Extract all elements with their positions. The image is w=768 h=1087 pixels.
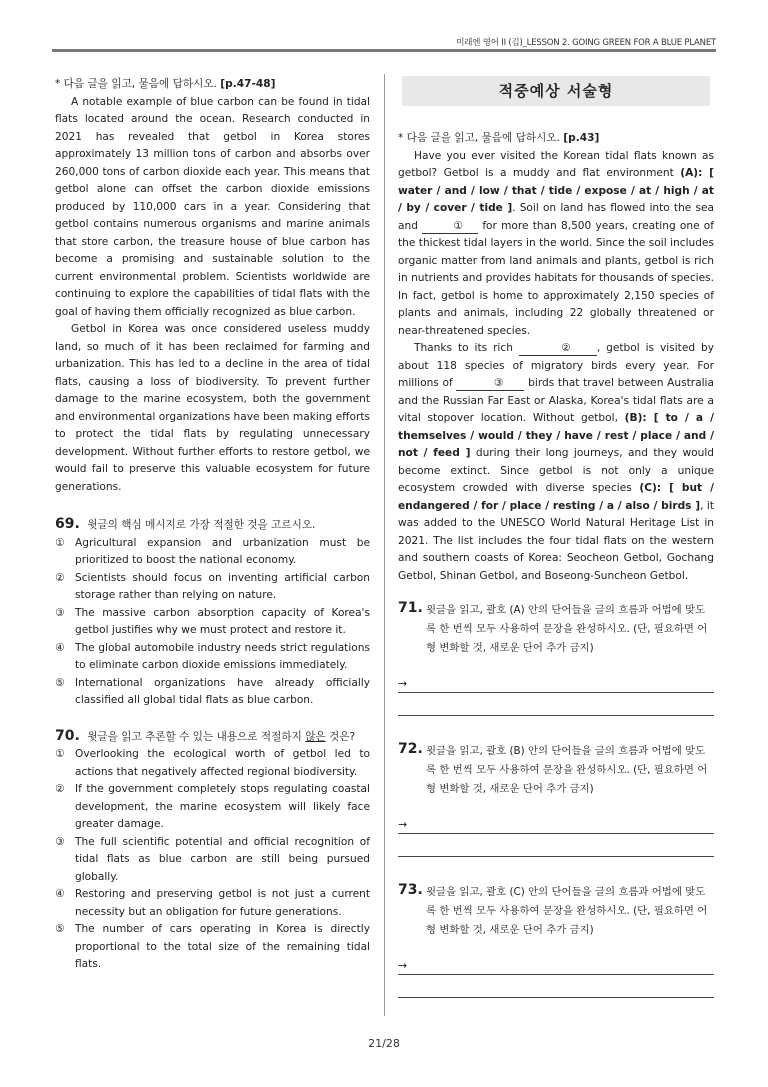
option-text: The massive carbon absorption capacity of Korea's getbol justifies why we must protect and restore it. [75,606,370,636]
option-4[interactable] [55,640,370,675]
left-instruction [55,76,370,94]
question-text-underlined: 않은 [305,730,326,743]
answer-line[interactable] [398,952,714,975]
instruction-text: * 다음 글을 읽고, 물음에 답하시오. [398,132,560,144]
instruction-text: * 다음 글을 읽고, 물음에 답하시오. [55,78,217,90]
option-5[interactable] [55,675,370,710]
bracket-B: (B): [ to / a / themselves / would / they / have / rest / place / and / not / feed ] [398,412,714,459]
question-72 [398,742,714,799]
option-4[interactable] [55,886,370,921]
option-text: The global automobile industry needs strict regulations to eliminate carbon dioxide emissions immediately. [75,641,370,671]
passage-paragraph-1: A notable example of blue carbon can be found in tidal flats located around the ocean. Research conducted in 2021 has revealed that getbol in Korea stores approximately 13 million tons of carbon and absorbs over 260,000 tons of carbon dioxide each year. This means that getbol alone can offset the carbon dioxide emissions produced by 110,000 cars in a year. Considering that getbol contains numerous organisms and marine animals that store carbon, the treasure house of blue carbon has become a promising and sustainable solution to the current environmental problem. Scientists worldwide are continuing to explore the capabilities of tidal flats with the goal of having them officially recognized as blue carbon. [55,95,370,318]
passage-text: , it was added to the UNESCO World Natural Heritage List in 2021. The list includes the four tidal flats on the western and southern coasts of Korea: Seocheon Getbol, Gochang Getbol, Shinan Getbol, and Boseong-Suncheon Getbol. [398,499,714,582]
passage-text: birds that travel between Australia and the Russian Far East or Alaska, Korea's tidal flats are a vital stopover location. Without getbol, [398,377,714,424]
section-title: 적중예상 서술형 [402,76,710,106]
bracket-A: (A): [ water / and / low / that / tide / expose / at / high / at / by / cover / tide ] [398,167,715,214]
option-3[interactable] [55,834,370,887]
answer-line[interactable] [398,811,714,834]
option-mark: ④ [55,888,65,900]
passage-text: for more than 8,500 years, creating one of the thickest tidal layers in the world. Since the soil includes organic matter from land animals and plants, getbol is rich in nutrients and provides habitats for thousands of species. In fact, getbol is home to approximately 2,150 species of plants and animals, including 22 globally threatened or near-threatened species. [398,219,714,337]
question-71 [398,601,714,658]
option-text: International organizations have already officially classified all global tidal flats as blue carbon. [75,676,370,706]
arrow-icon: → [398,676,408,690]
arrow-icon: → [398,958,408,972]
option-text: If the government completely stops regulating coastal development, the marine ecosystem will likely face greater damage. [75,783,370,830]
passage-text: Thanks to its rich [414,342,519,354]
option-1[interactable] [55,746,370,781]
passage-paragraph-2 [398,340,714,585]
right-column [398,76,714,998]
option-mark: ① [55,536,65,549]
answer-line[interactable] [398,834,714,857]
question-text: 윗글을 읽고 추론할 수 있는 내용으로 적절하지 [87,730,306,743]
answer-area-71 [398,670,714,716]
question-70-head [55,728,370,747]
question-text: 윗글을 읽고, 괄호 (C) 안의 단어들을 글의 흐름과 어법에 맞도록 한 번씩 모두 사용하여 문장을 완성하시오. (단, 필요하면 어형 변화할 것, 새로운 단어 추가 금지) [426,886,708,936]
passage-paragraph-1 [398,148,714,341]
page-number: 21/28 [368,1037,400,1050]
question-number: 73. [398,882,423,898]
header-title: 미래엔 영어 II (김)_LESSON 2. GOING GREEN FOR A BLUE PLANET [456,38,716,48]
option-text: Restoring and preserving getbol is not just a current necessity but an obligation for future generations. [75,888,370,918]
option-text: The full scientific potential and official recognition of tidal flats as blue carbon are still being pursued globally. [75,835,370,883]
question-number: 69. [55,516,80,532]
passage-text: , getbol is visited by about 118 species of migratory birds every year. For millions of [398,342,714,389]
option-2[interactable] [55,570,370,605]
option-mark: ⑤ [55,676,65,689]
option-text: Scientists should focus on inventing artificial carbon storage rather than relying on nature. [75,571,370,601]
option-mark: ② [55,783,65,795]
option-5[interactable] [55,921,370,974]
answer-area-73 [398,952,714,998]
question-number: 71. [398,600,423,616]
bracket-C: (C): [ but / endangered / for / place / resting / a / also / birds ] [398,482,714,512]
question-73 [398,883,714,940]
answer-line[interactable] [398,693,714,716]
question-text-end: 것은? [325,730,356,743]
right-instruction [398,130,714,148]
option-2[interactable] [55,781,370,834]
option-mark: ③ [55,606,65,619]
blank-1[interactable]: ① [422,220,478,234]
passage-text: . Soil on land has flowed into the sea and [398,202,714,232]
header-rule [52,49,716,52]
option-mark: ⑤ [55,923,65,935]
left-column [55,76,370,974]
arrow-icon: → [398,817,408,831]
option-mark: ① [55,748,65,760]
question-text: 윗글을 읽고, 괄호 (B) 안의 단어들을 글의 흐름과 어법에 맞도록 한 번씩 모두 사용하여 문장을 완성하시오. (단, 필요하면 어형 변화할 것, 새로운 단어 추가 금지) [426,745,708,795]
passage-text: Have you ever visited the Korean tidal flats known as getbol? Getbol is a muddy and flat environment [398,149,714,179]
question-69 [55,516,370,710]
option-text: Overlooking the ecological worth of getbol led to actions that negatively affected regional biodiversity. [75,748,370,778]
question-number: 72. [398,741,423,757]
passage-paragraph-2: Getbol in Korea was once considered useless muddy land, so much of it has been reclaimed for farming and urbanization. This has led to a decline in the area of tidal flats, causing a loss of biodiversity. To prevent further damage to the marine ecosystem, both the government and environmental organizations have been making efforts to protect the tidal flats by regulating unnecessary development. Without further efforts to restore getbol, we would fail to preserve this valuable ecosystem for future generations. [55,323,370,493]
blank-2[interactable]: ② [519,342,597,356]
page-reference: [p.47-48] [220,78,276,90]
question-69-head [55,516,370,535]
option-1[interactable] [55,535,370,570]
answer-line[interactable] [398,975,714,998]
option-text: The number of cars operating in Korea is directly proportional to the total size of the remaining tidal flats. [75,923,370,970]
option-text: Agricultural expansion and urbanization must be prioritized to boost the national economy. [75,536,370,566]
option-mark: ④ [55,641,65,654]
question-70 [55,728,370,974]
option-mark: ② [55,571,65,584]
option-3[interactable] [55,605,370,640]
page-reference: [p.43] [563,132,600,144]
answer-area-72 [398,811,714,857]
option-mark: ③ [55,835,65,848]
question-text: 윗글을 읽고, 괄호 (A) 안의 단어들을 글의 흐름과 어법에 맞도록 한 번씩 모두 사용하여 문장을 완성하시오. (단, 필요하면 어형 변화할 것, 새로운 단어 추가 금지) [426,604,708,654]
blank-3[interactable]: ③ [456,377,524,391]
question-number: 70. [55,727,80,744]
column-divider [384,74,385,1016]
passage-text: during their long journeys, and they would become extinct. Since getbol is not only a unique ecosystem crowded with diverse species [398,447,714,494]
answer-line[interactable] [398,670,714,693]
question-text: 윗글의 핵심 메시지로 가장 적절한 것을 고르시오. [87,519,316,531]
